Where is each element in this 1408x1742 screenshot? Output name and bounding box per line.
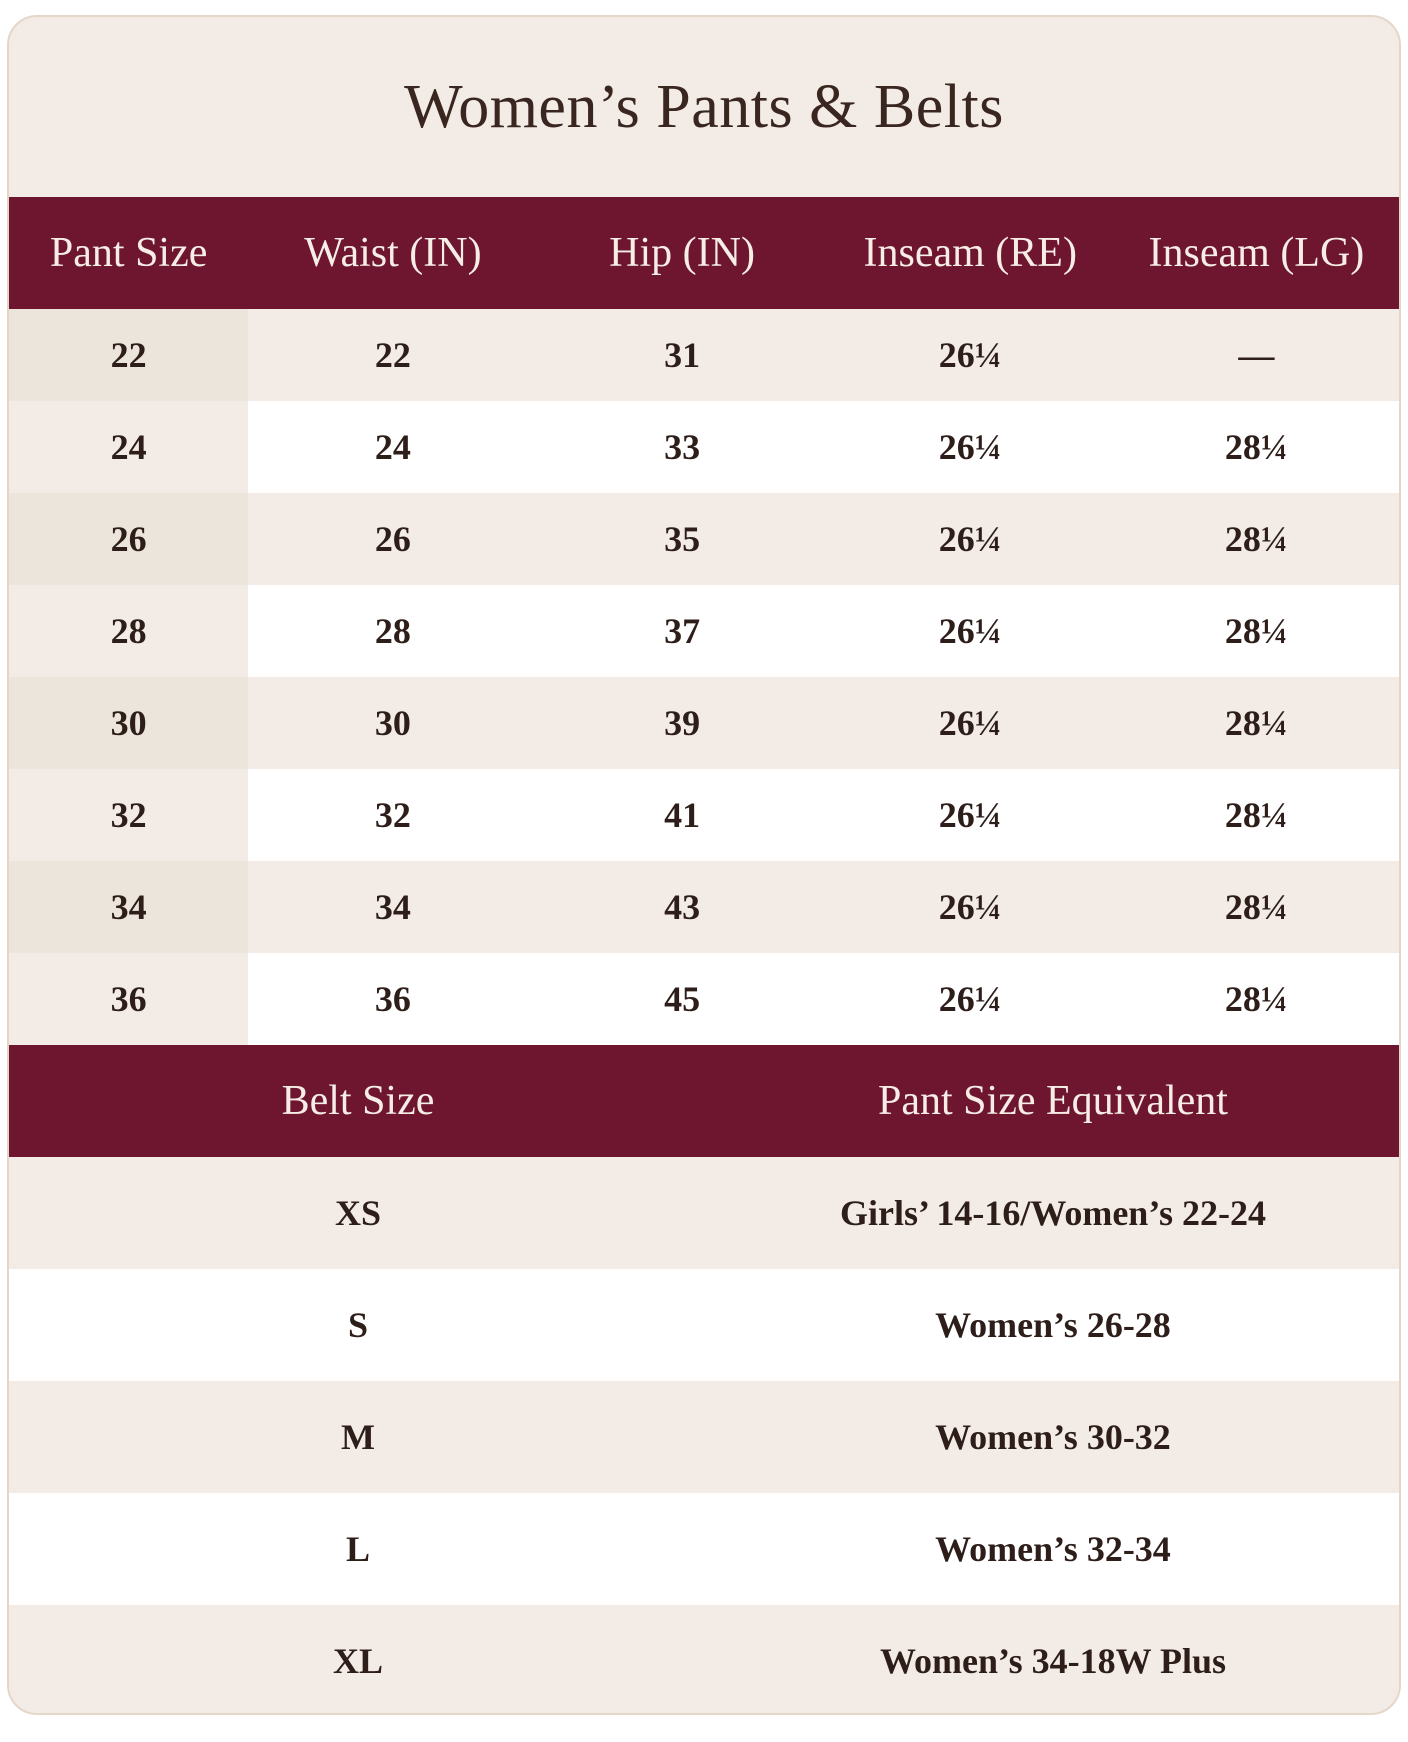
cell-pant-size: 30 xyxy=(9,677,248,769)
cell-waist: 26 xyxy=(374,519,411,559)
cell-hip: 39 xyxy=(664,703,701,743)
column-header-waist: Waist (IN) xyxy=(304,230,482,276)
column-header-pant-size-equivalent: Pant Size Equivalent xyxy=(878,1078,1228,1124)
cell-inseam-re: 26¼ xyxy=(938,887,1002,927)
cell-inseam-re: 26¼ xyxy=(938,795,1002,835)
cell-waist: 22 xyxy=(374,335,411,375)
table-row xyxy=(9,1605,1399,1715)
cell-pant-equivalent: Women’s 32-34 xyxy=(935,1529,1171,1569)
cell-pant-equivalent: Women’s 30-32 xyxy=(935,1417,1171,1457)
cell-belt-size: XL xyxy=(332,1641,383,1681)
table-row xyxy=(9,585,1399,677)
cell-inseam-lg: 28¼ xyxy=(1224,611,1288,651)
cell-waist: 34 xyxy=(374,887,411,927)
cell-hip: 31 xyxy=(664,335,701,375)
cell-inseam-lg: 28¼ xyxy=(1224,703,1288,743)
cell-hip: 37 xyxy=(664,611,701,651)
table-row xyxy=(9,1381,1399,1493)
belts-table-body xyxy=(9,1157,1399,1715)
cell-inseam-lg: 28¼ xyxy=(1224,427,1288,467)
cell-waist: 28 xyxy=(374,611,411,651)
cell-inseam-lg: — xyxy=(1238,335,1275,375)
cell-belt-size: L xyxy=(345,1529,370,1569)
column-header-inseam-re: Inseam (RE) xyxy=(863,230,1077,276)
belts-table-header xyxy=(9,1045,1399,1157)
cell-inseam-re: 26¼ xyxy=(938,979,1002,1019)
cell-inseam-lg: 28¼ xyxy=(1224,795,1288,835)
cell-pant-equivalent: Women’s 26-28 xyxy=(935,1305,1171,1345)
table-row xyxy=(9,401,1399,493)
table-row xyxy=(9,677,1399,769)
cell-pant-equivalent: Girls’ 14-16/Women’s 22-24 xyxy=(840,1193,1266,1233)
page-title: Women’s Pants & Belts xyxy=(404,72,1004,141)
cell-inseam-re: 26¼ xyxy=(938,611,1002,651)
cell-pant-size: 28 xyxy=(9,585,248,677)
cell-pant-equivalent: Women’s 34-18W Plus xyxy=(879,1641,1226,1681)
cell-inseam-re: 26¼ xyxy=(938,519,1002,559)
cell-inseam-lg: 28¼ xyxy=(1224,979,1288,1019)
cell-inseam-re: 26¼ xyxy=(938,427,1002,467)
table-row xyxy=(9,1157,1399,1269)
cell-pant-size: 34 xyxy=(9,861,248,953)
table-row xyxy=(9,953,1399,1045)
table-row xyxy=(9,769,1399,861)
cell-pant-size: 24 xyxy=(9,401,248,493)
cell-hip: 45 xyxy=(664,979,701,1019)
column-header-pant-size: Pant Size xyxy=(49,230,208,276)
table-row xyxy=(9,309,1399,401)
cell-hip: 33 xyxy=(664,427,701,467)
cell-inseam-lg: 28¼ xyxy=(1224,887,1288,927)
cell-waist: 36 xyxy=(374,979,411,1019)
cell-hip: 43 xyxy=(664,887,701,927)
cell-inseam-lg: 28¼ xyxy=(1224,519,1288,559)
cell-belt-size: XS xyxy=(334,1193,381,1233)
cell-inseam-re: 26¼ xyxy=(938,335,1002,375)
pants-table-body xyxy=(9,309,1399,1045)
cell-pant-size: 22 xyxy=(9,309,248,401)
pants-table-header xyxy=(9,197,1399,309)
cell-pant-size: 36 xyxy=(9,953,248,1045)
column-header-hip: Hip (IN) xyxy=(609,230,755,276)
size-chart-card xyxy=(7,15,1401,1715)
cell-hip: 41 xyxy=(664,795,701,835)
cell-belt-size: M xyxy=(341,1417,375,1457)
cell-inseam-re: 26¼ xyxy=(938,703,1002,743)
cell-pant-size: 32 xyxy=(9,769,248,861)
table-row xyxy=(9,861,1399,953)
table-row xyxy=(9,1269,1399,1381)
cell-hip: 35 xyxy=(664,519,701,559)
table-row xyxy=(9,1493,1399,1605)
table-row xyxy=(9,493,1399,585)
cell-waist: 24 xyxy=(374,427,411,467)
cell-belt-size: S xyxy=(347,1305,368,1345)
column-header-belt-size: Belt Size xyxy=(281,1078,435,1124)
cell-waist: 30 xyxy=(374,703,411,743)
column-header-inseam-lg: Inseam (LG) xyxy=(1148,230,1365,276)
cell-waist: 32 xyxy=(374,795,411,835)
cell-pant-size: 26 xyxy=(9,493,248,585)
